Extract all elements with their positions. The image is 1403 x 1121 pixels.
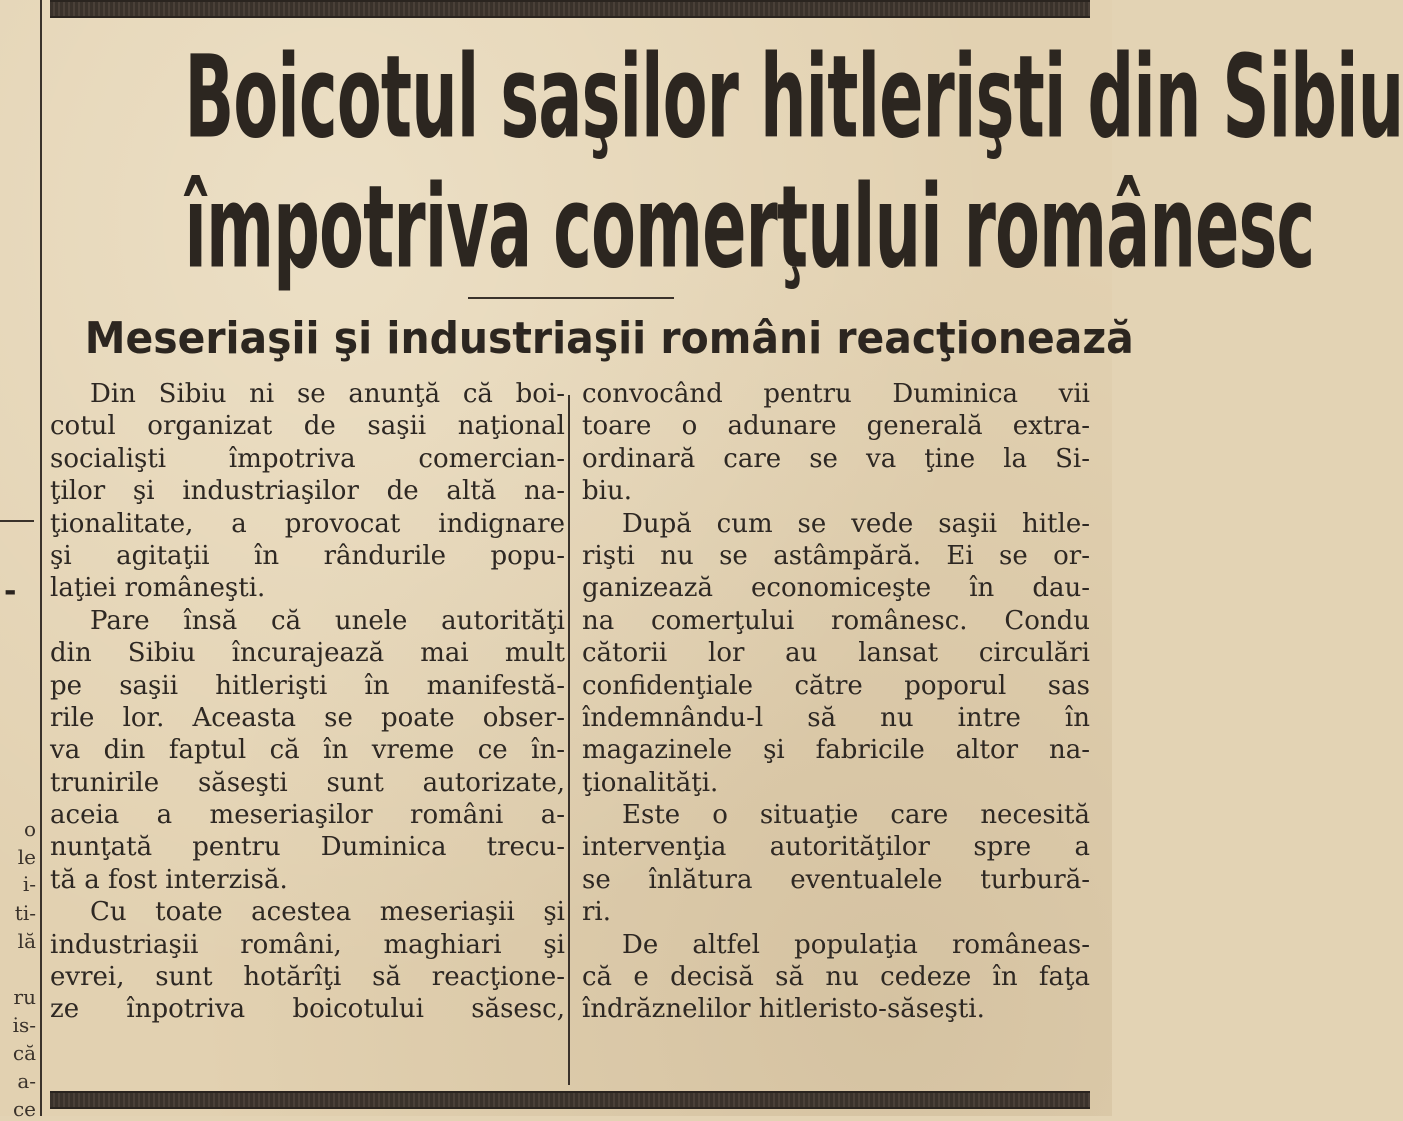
article-line: Pare însă că unele autorităţi (90, 605, 565, 636)
article-line: ri. (582, 897, 612, 928)
left-fragment-text: o (23, 817, 36, 841)
article-line: De altfel populaţia româneas- (622, 929, 1090, 960)
article-line: ţionalitate, a provocat indignare (50, 508, 565, 539)
article-line: laţiei româneşti. (50, 573, 266, 604)
article-line: îndemnându-l să nu intre în (582, 702, 1090, 733)
left-fragment-text: ce (12, 1097, 36, 1121)
article-line: ţilor şi industriaşilor de altă na- (50, 476, 565, 507)
article-line: toare o adunare generală extra- (582, 411, 1090, 442)
article-line: va din faptul că în vreme ce în- (50, 735, 565, 766)
article-line: magazinele şi fabricile altor na- (582, 735, 1090, 766)
article-line: tă a fost interzisă. (50, 864, 288, 895)
left-neighbor-rule (0, 520, 34, 522)
article-line: biu. (582, 476, 632, 507)
top-ornamental-rule (50, 0, 1090, 18)
article-column-right (582, 378, 1090, 1026)
left-column-divider (40, 0, 42, 1116)
left-fragment-text: le (17, 845, 36, 869)
article-line: se înlătura eventualele turbură- (582, 864, 1090, 895)
article-line: nunţată pentru Duminica trecu- (50, 832, 565, 863)
headline-line-1: Boicotul saşilor hitlerişti din Sibiu (184, 30, 1403, 164)
article-line: pe saşii hitlerişti în manifestă- (50, 670, 565, 701)
left-fragment-text: i- (22, 872, 36, 896)
left-fragment-text: is- (12, 1013, 36, 1037)
left-fragment-text: lă (17, 929, 36, 953)
headline-line-2: împotriva comerţului românesc (184, 160, 1315, 294)
article-line: că e decisă să nu cedeze în faţa (582, 962, 1090, 993)
article-line: îndrăznelilor hitleristo-săseşti. (582, 994, 985, 1025)
article-line: ze înpotriva boicotului săsesc, (50, 994, 565, 1025)
article-line: convocând pentru Duminica vii (582, 379, 1090, 409)
article-line: industriaşii români, maghiari şi (50, 929, 565, 960)
article-line: socialişti împotriva comercian- (50, 443, 565, 474)
article-line: evrei, sunt hotărîţi să reacţione- (50, 962, 565, 993)
headline-separator-rule (468, 297, 674, 299)
left-fragment-text: că (12, 1041, 36, 1065)
article-line: rişti nu se astâmpără. Ei se or- (582, 540, 1090, 571)
article-line: şi agitaţii în rândurile popu- (50, 540, 565, 571)
bottom-ornamental-rule (50, 1091, 1090, 1109)
left-neighbor-mark: - (4, 574, 17, 609)
article-line: intervenţia autorităţilor spre a (582, 832, 1090, 863)
article-line: na comerţului românesc. Condu (582, 605, 1090, 636)
article-line: rile lor. Aceasta se poate obser- (50, 702, 565, 733)
article-line: trunirile săseşti sunt autorizate, (50, 767, 565, 798)
article-line: ordinară care se va ţine la Si- (582, 443, 1090, 474)
article-line: ganizează economiceşte în dau- (582, 573, 1090, 604)
article-line: din Sibiu încurajează mai mult (50, 638, 565, 669)
subheadline: Meseriaşii şi industriaşii români reacţionează (84, 313, 1134, 364)
article-line: aceia a meseriaşilor români a- (50, 800, 565, 831)
article-line: Din Sibiu ni se anunţă că boi- (90, 379, 565, 409)
article-line: cătorii lor au lansat circulări (582, 638, 1090, 669)
article-line: Este o situaţie care necesită (622, 800, 1090, 831)
article-line: confidenţiale către poporul sas (582, 670, 1090, 701)
left-fragment-text: ru (13, 985, 36, 1009)
article-line: ţionalităţi. (582, 767, 719, 798)
article-line: După cum se vede saşii hitle- (622, 508, 1090, 539)
article-column-left (50, 378, 565, 1026)
left-fragment-text: ti- (14, 901, 36, 925)
column-separator-rule (568, 395, 570, 1085)
article-line: cotul organizat de saşii naţional (50, 411, 565, 442)
left-fragment-text: a- (17, 1069, 36, 1093)
article-line: Cu toate acestea meseriaşii şi (90, 897, 565, 928)
